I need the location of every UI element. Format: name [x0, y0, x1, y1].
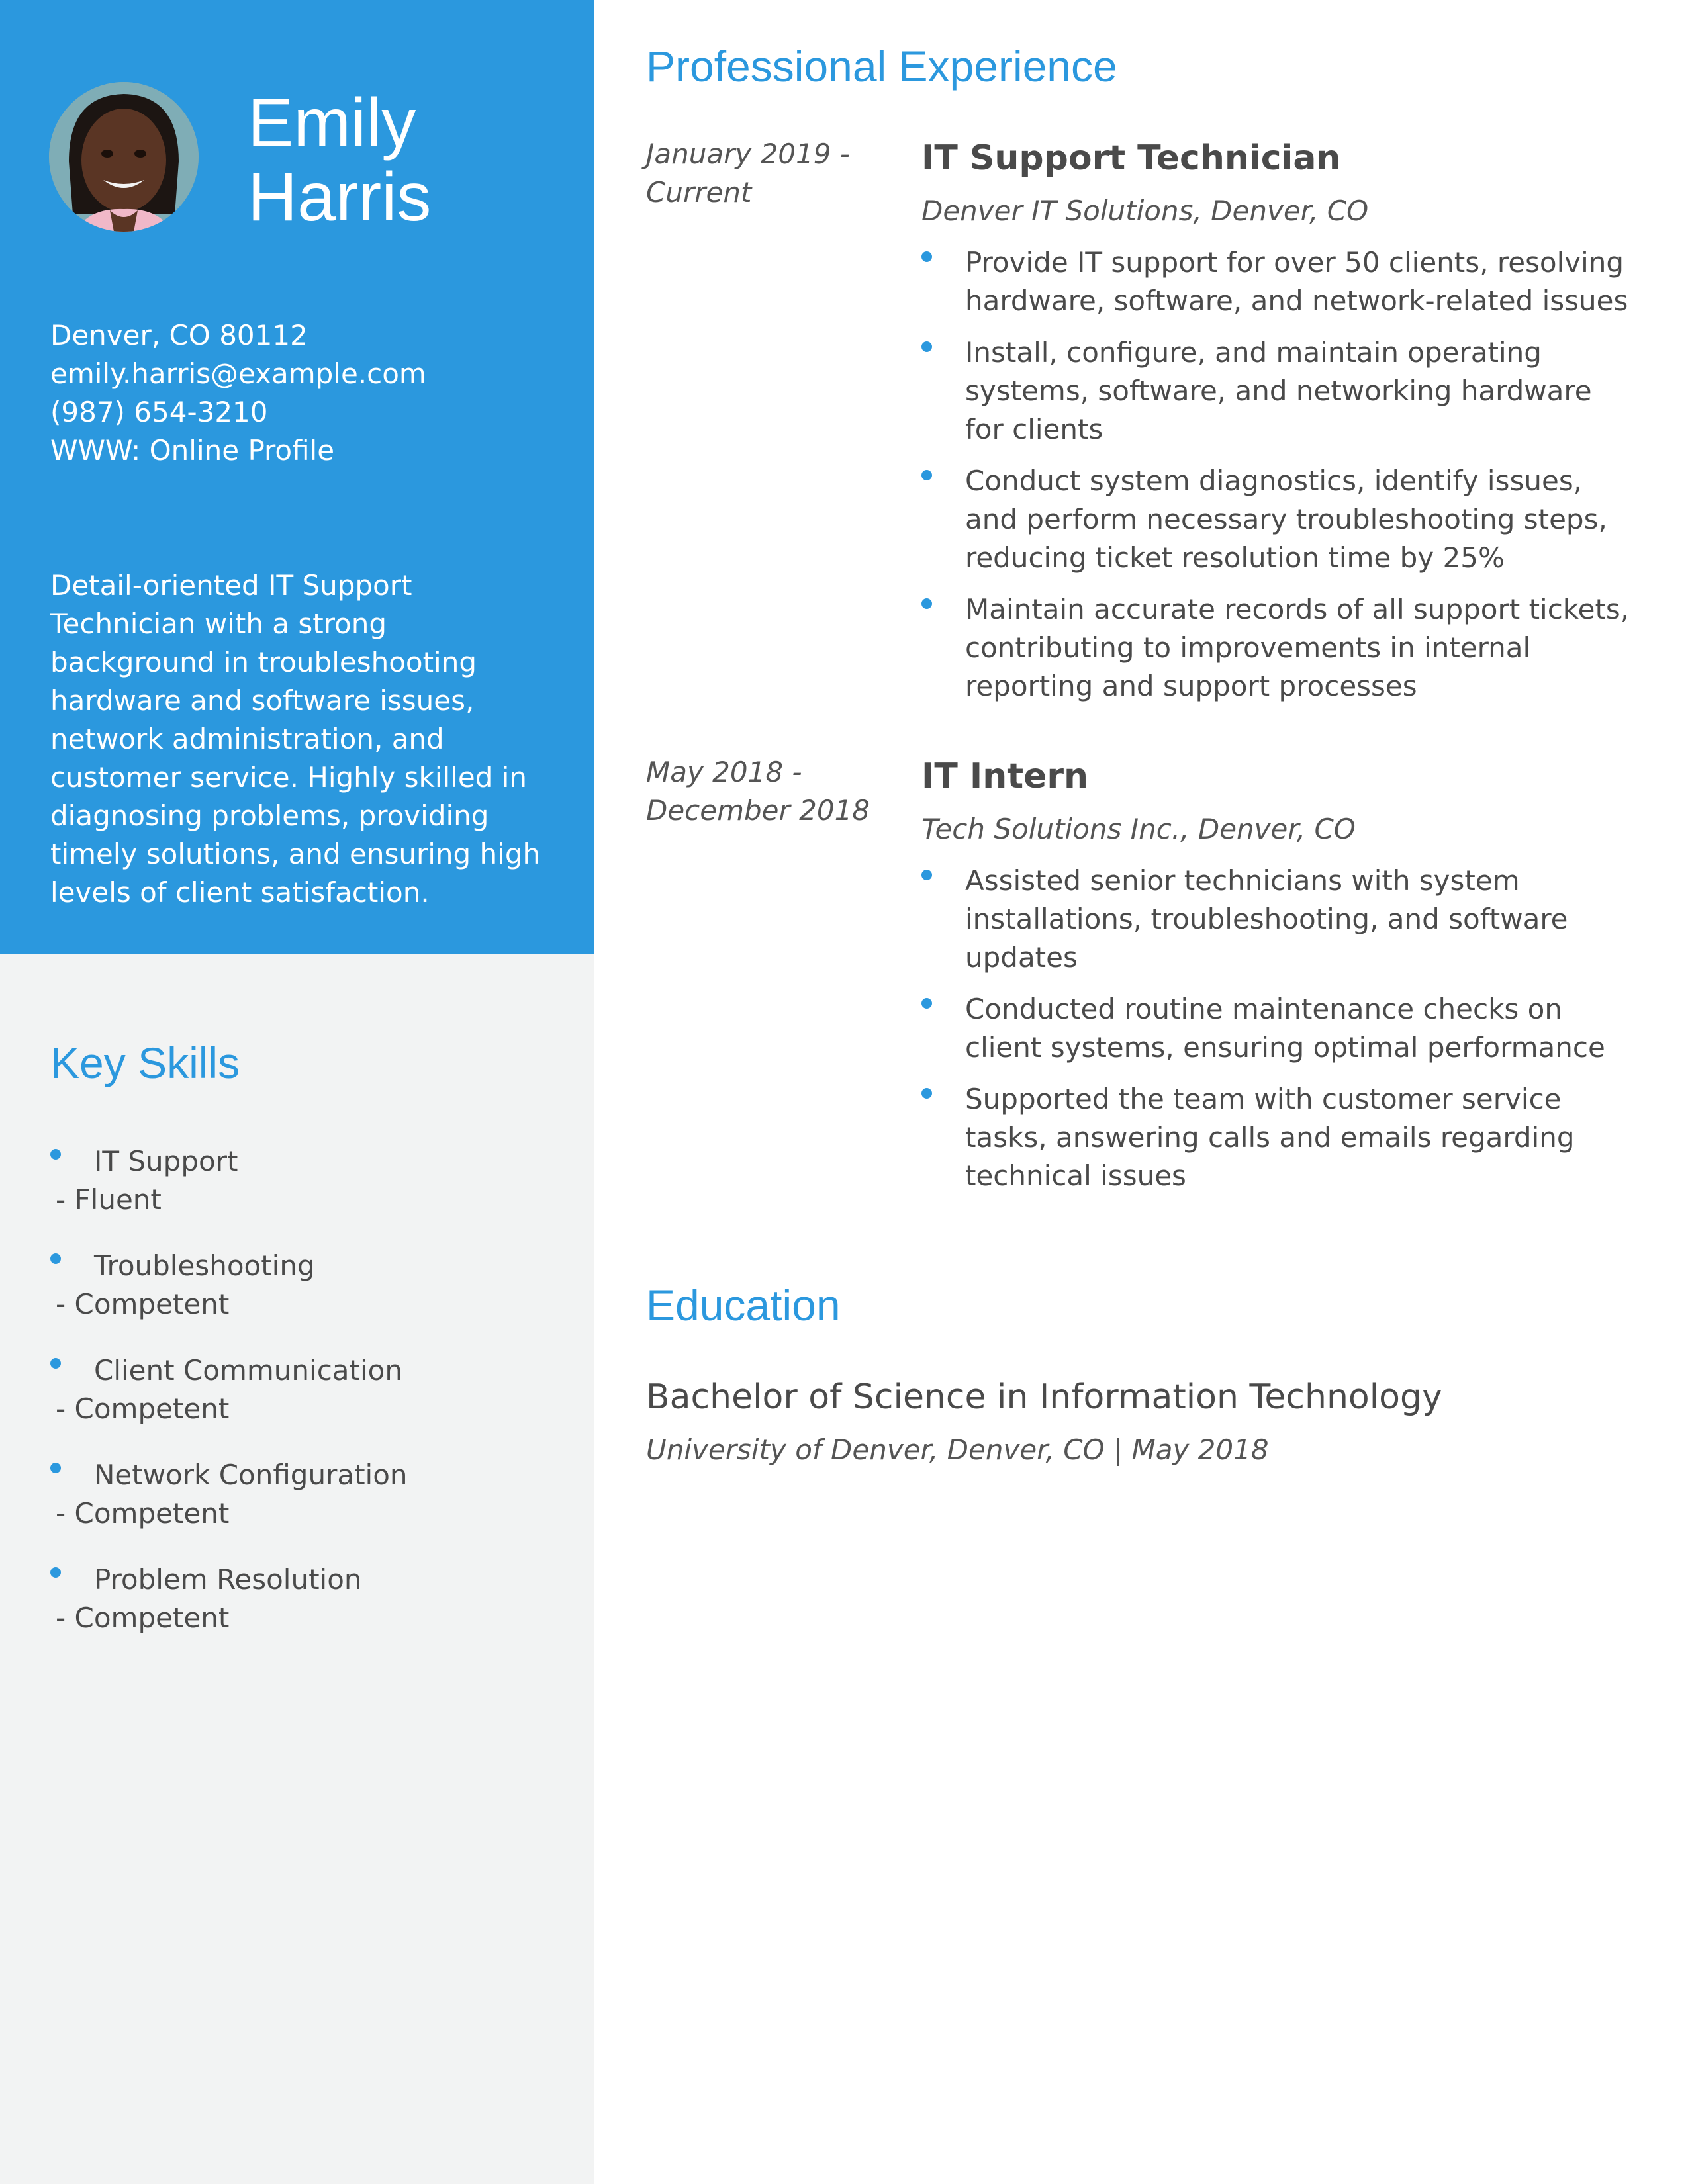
job-company: Tech Solutions Inc., Denver, CO [921, 813, 1356, 845]
first-name: Emily [248, 85, 416, 161]
job-bullets [921, 244, 1636, 719]
bullet-dot-icon [50, 1567, 61, 1578]
experience-heading: Professional Experience [646, 42, 1117, 91]
list-item [921, 590, 1636, 705]
skill-name: IT Support [94, 1145, 238, 1177]
bullet-text: Conduct system diagnostics, identify issues, and perform necessary troubleshooting steps, reducing ticket resolution time by 25% [965, 465, 1607, 574]
contact-phone[interactable]: (987) 654-3210 [50, 396, 268, 428]
bullet-dot-icon [50, 1463, 61, 1473]
job-dates: January 2019 - Current [646, 138, 850, 208]
list-item [921, 990, 1636, 1067]
list-item [921, 334, 1636, 449]
sidebar-header [0, 0, 594, 954]
bullet-dot-icon [921, 470, 932, 480]
skill-name: Problem Resolution [94, 1563, 362, 1596]
bullet-text: Conducted routine maintenance checks on client systems, ensuring optimal performance [965, 993, 1605, 1064]
list-item [921, 1080, 1636, 1195]
skill-name: Client Communication [94, 1354, 402, 1387]
bullet-text: Supported the team with customer service tasks, answering calls and emails regarding technical issues [965, 1083, 1575, 1192]
school-info: University of Denver, Denver, CO | May 2018 [646, 1433, 1269, 1466]
profile-summary: Detail-oriented IT Support Technician with a strong background in troubleshooting hardware and software issues, network administration, and customer service. Highly skilled in diagnosing problems, providing timely solutions, and ensuring high levels of client satisfaction. [50, 569, 541, 909]
contact-email[interactable]: emily.harris@example.com [50, 357, 426, 390]
list-item [921, 862, 1636, 977]
bullet-dot-icon [921, 341, 932, 352]
last-name: Harris [248, 159, 432, 236]
bullet-dot-icon [50, 1253, 61, 1264]
skill-level: - Competent [56, 1497, 230, 1529]
bullet-text: Assisted senior technicians with system installations, troubleshooting, and software updates [965, 864, 1568, 974]
job-dates: May 2018 - December 2018 [646, 756, 870, 827]
skills-heading: Key Skills [50, 1038, 240, 1087]
bullet-dot-icon [921, 598, 932, 609]
degree-title: Bachelor of Science in Information Technology [646, 1377, 1442, 1417]
list-item [921, 244, 1636, 320]
sidebar [0, 0, 594, 2184]
bullet-text: Provide IT support for over 50 clients, resolving hardware, software, and network-related issues [965, 246, 1628, 317]
avatar [49, 82, 199, 232]
contact-location: Denver, CO 80112 [50, 319, 308, 351]
bullet-text: Install, configure, and maintain operating systems, software, and networking hardware for clients [965, 336, 1592, 445]
skill-level: - Competent [56, 1602, 230, 1634]
bullet-dot-icon [921, 998, 932, 1009]
skill-name: Network Configuration [94, 1459, 408, 1491]
education-heading: Education [646, 1281, 841, 1330]
bullet-dot-icon [921, 251, 932, 262]
bullet-dot-icon [50, 1358, 61, 1369]
skill-level: - Fluent [56, 1183, 162, 1216]
list-item [921, 462, 1636, 577]
bullet-dot-icon [921, 870, 932, 880]
skill-level: - Competent [56, 1392, 230, 1425]
skill-name: Troubleshooting [94, 1250, 315, 1282]
job-company: Denver IT Solutions, Denver, CO [921, 195, 1369, 227]
job-title: IT Support Technician [921, 138, 1341, 178]
bullet-dot-icon [50, 1149, 61, 1160]
job-bullets [921, 862, 1636, 1208]
contact-block [50, 316, 426, 470]
contact-website[interactable]: WWW: Online Profile [50, 434, 335, 467]
skill-level: - Competent [56, 1288, 230, 1320]
job-title: IT Intern [921, 756, 1089, 796]
avatar-photo-icon [49, 82, 199, 232]
bullet-text: Maintain accurate records of all support tickets, contributing to improvements in internal reporting and support processes [965, 593, 1630, 702]
bullet-dot-icon [921, 1088, 932, 1099]
